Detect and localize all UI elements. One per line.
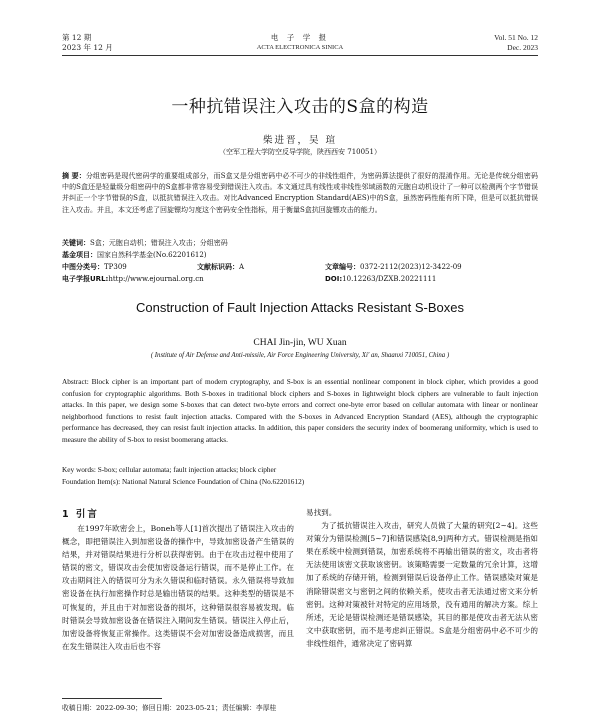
doi-link[interactable]: 10.12263/DZXB.20221111 [342, 275, 437, 283]
authors-en: CHAI Jin-jin, WU Xuan [253, 338, 347, 348]
article-no-label: 文章编号： [325, 263, 360, 271]
header-journal-cn: 电 子 学 报 [270, 33, 330, 42]
abstract-cn-label: 摘 要： [62, 172, 86, 180]
footnote-rule [62, 698, 162, 699]
url-link[interactable]: http://www.ejournal.org.cn [108, 275, 204, 283]
title-en: Construction of Fault Injection Attacks Resistant S-Boxes [135, 300, 465, 315]
abstract-cn-text: 分组密码是现代密码学的重要组成部分，而S盒又是分组密码中必不可少的非线性组件，为密码算法提供了很好的混淆作用。无论是传统分组密码中的S盒还是轻量级分组密码中的S盒都非常容易受到错误注入攻击。本文通过具有线性或非线性邻域函数的元胞自动机设计了一种可以检测两个字节错误并纠正一个字节错误的S盒，以抵抗错误注入攻击。对比Advanced Encryption Standard(AES)中的S盒，虽然密码性能有所下降，但是可以抵抗错误注入攻击。并且，本文还考虑了回旋镖均匀度这个密码安全性指标，用于衡量S盒抗回旋镖攻击的能力。 [62, 172, 538, 214]
abstract-en-text: Block cipher is an important part of modern cryptography, and S-box is an essential nonlinear component in block cipher, which provides a good confusion for cryptographic algorithms. Both S-boxes in traditional block ciphers and S-boxes in lightweight block ciphers are vulnerable to fault injection attacks. In this paper, we design some S-boxes that can detect two-byte errors and correct one-byte error based on cellular automata with linear or nonlinear neighborhood functions to resist fault injection attacks. Compared with the S-boxes in Advanced Encryption Standard (AES), although the cryptographic performance has decreased, they can resist fault injection attacks. In addition, this paper considers the security index of boomerang uniformity, which is used to measure the ability of S-box to resist boomerang attacks. [62, 377, 538, 444]
url-label: 电子学报URL: [62, 275, 109, 283]
url-doi-line [62, 274, 538, 285]
doc-code-label: 文献标识码： [197, 263, 239, 271]
section-1-title: 1 引言 [62, 509, 99, 520]
header-date-cn: 2023 年 12 月 [62, 43, 113, 52]
header-volume: Vol. 51 No. 12 [494, 33, 538, 42]
left-paragraph-1: 在1997年欧密会上，Boneh等人[1]首次提出了错误注入攻击的概念，即把错误注入到加密设备的操作中，导致加密设备产生错误的结果，并对错误结果进行分析以获得密钥。由于在攻击过程中使用了错误的密文，错误攻击会使加密设备运行错误，而不是停止工作。在攻击期间注入的错误可分为永久错误和临时错误。永久错误将导致加密设备在执行加密操作时总是输出错误的结果。这种类型的错误是不可恢复的，并且由于对加密设备的损坏，这种错误很容易被发现。临时错误会导致加密设备在错误注入期间发生错误。错误注入停止后，加密设备将恢复正常操作。这类错误不会对加密设备造成损害，而且在发生错误注入攻击后也不容 [62, 524, 294, 651]
keywords-cn-label: 关键词： [62, 239, 90, 247]
clc-value: TP309 [104, 263, 127, 271]
fund-en-text: National Natural Science Foundation of China (No.62201612) [122, 477, 305, 486]
fund-en-label: Foundation Item(s): [62, 477, 121, 486]
fund-cn-text: 国家自然科学基金(No.62201612) [97, 251, 207, 259]
affiliation-cn: （空军工程大学防空反导学院，陕西西安 710051） [219, 148, 381, 156]
header-rule [62, 55, 538, 56]
article-no-value: 0372-2112(2023)12-3422-09 [360, 263, 462, 271]
keywords-cn-text: S盒；元胞自动机；错误注入攻击；分组密码 [90, 239, 228, 247]
keywords-en [62, 464, 538, 476]
fund-cn-label: 基金项目： [62, 251, 97, 259]
header-journal-en: ACTA ELECTRONICA SINICA [256, 44, 344, 51]
abstract-cn [62, 171, 538, 216]
keywords-en-label: Key words: [62, 465, 96, 474]
clc-label: 中图分类号： [62, 263, 104, 271]
fund-en [62, 476, 538, 488]
header-date-en: Dec. 2023 [507, 43, 538, 52]
fund-cn [62, 250, 538, 261]
keywords-cn [62, 238, 538, 249]
body-left-column [62, 522, 294, 653]
right-paragraph-1: 为了抵抗错误注入攻击，研究人员做了大量的研究[2~4]。这些对策分为错误检测[5~7]和错误感染[8,9]两种方式。错误检测是指如果在系统中检测到错误，加密系统将不再输出错误的密文，攻击者将无法使用该密文获取该密钥。该策略需要一定数量的冗余计算，这增加了系统的存储开销，检测到错误后设备停止工作。错误感染对策是消除错误密文与密钥之间的依赖关系，使攻击者无法通过密文来分析密钥。这种对策被针对特定的应用场景，没有通用的解决方案。综上所述，无论是错误检测还是错误感染，其目的都是使攻击者无法从密文中获取密钥，而不是考虑纠正错误。S盒是分组密码中必不可少的非线性组件，通常决定了密码算 [306, 521, 538, 648]
doi-label: DOI: [325, 275, 343, 283]
authors-cn: 柴进晋，吴 瑄 [262, 135, 338, 146]
title-cn: 一种抗错误注入攻击的S盒的构造 [171, 97, 429, 117]
footnote: 收稿日期：2022-09-30；修回日期：2023-05-21；责任编辑：李厚桂 [62, 704, 277, 712]
classification-line [62, 262, 538, 273]
right-paragraph-0: 易找到。 [306, 508, 337, 517]
affiliation-en: ( Institute of Air Defense and Anti-missile, Air Force Engineering University, Xi' an, Shaanxi 710051, China ) [150, 352, 450, 359]
keywords-en-text: S-box; cellular automata; fault injection attacks; block cipher [97, 465, 277, 474]
header-issue: 第 12 期 [62, 33, 92, 42]
body-right-column [306, 506, 538, 650]
abstract-en [62, 376, 538, 445]
doc-code-value: A [239, 263, 245, 271]
abstract-en-label: Abstract: [62, 377, 89, 386]
